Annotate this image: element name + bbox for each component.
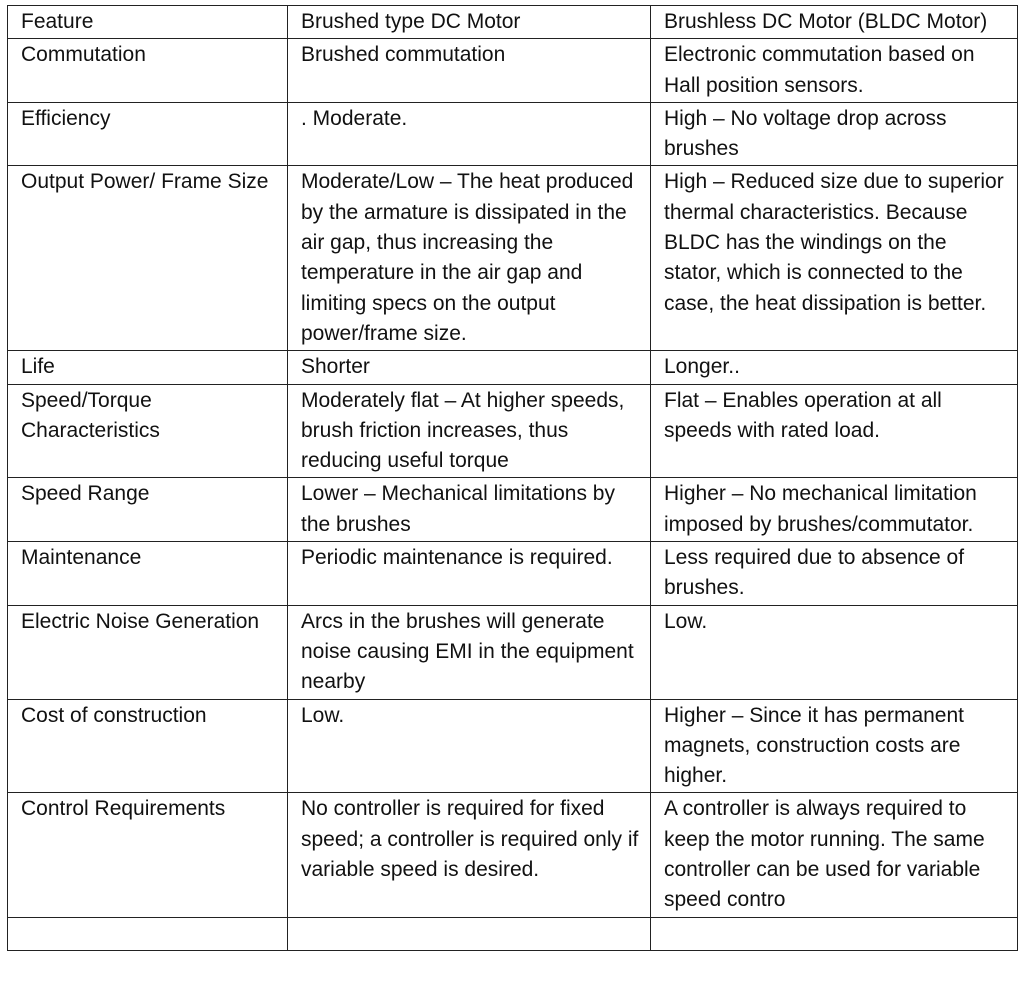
feature-cell: Speed Range [8,478,288,542]
brushed-cell: No controller is required for fixed speed; a controller is required only if variable speed is desired. [288,793,651,917]
empty-cell [288,917,651,950]
feature-cell: Maintenance [8,542,288,606]
empty-cell [651,917,1018,950]
feature-cell: Control Requirements [8,793,288,917]
bldc-cell: Higher – Since it has permanent magnets, construction costs are higher. [651,699,1018,793]
table-row [8,39,1018,103]
brushed-cell: Moderately flat – At higher speeds, brush friction increases, thus reducing useful torque [288,384,651,478]
bldc-cell: High – Reduced size due to superior thermal characteristics. Because BLDC has the windings on the stator, which is connected to the case, the heat dissipation is better. [651,166,1018,351]
bldc-cell: High – No voltage drop across brushes [651,102,1018,166]
brushed-cell: Moderate/Low – The heat produced by the armature is dissipated in the air gap, thus increasing the temperature in the air gap and limiting specs on the output power/frame size. [288,166,651,351]
table-row [8,478,1018,542]
feature-cell: Efficiency [8,102,288,166]
table-row [8,542,1018,606]
brushed-cell: Low. [288,699,651,793]
table-row [8,793,1018,917]
header-bldc: Brushless DC Motor (BLDC Motor) [651,6,1018,39]
header-feature: Feature [8,6,288,39]
table-row [8,699,1018,793]
feature-cell: Speed/Torque Characteristics [8,384,288,478]
feature-cell: Life [8,351,288,384]
bldc-cell: Longer.. [651,351,1018,384]
table-row [8,102,1018,166]
brushed-cell: Periodic maintenance is required. [288,542,651,606]
comparison-table [7,5,1018,951]
table-row [8,384,1018,478]
table-row [8,351,1018,384]
bldc-cell: Less required due to absence of brushes. [651,542,1018,606]
empty-row [8,917,1018,950]
table-row [8,605,1018,699]
brushed-cell: Arcs in the brushes will generate noise causing EMI in the equipment nearby [288,605,651,699]
brushed-cell: Shorter [288,351,651,384]
bldc-cell: Electronic commutation based on Hall position sensors. [651,39,1018,103]
brushed-cell: Lower – Mechanical limitations by the brushes [288,478,651,542]
brushed-cell: Brushed commutation [288,39,651,103]
brushed-cell: . Moderate. [288,102,651,166]
header-row [8,6,1018,39]
bldc-cell: Higher – No mechanical limitation imposed by brushes/commutator. [651,478,1018,542]
empty-cell [8,917,288,950]
feature-cell: Commutation [8,39,288,103]
table-row [8,166,1018,351]
bldc-cell: Flat – Enables operation at all speeds with rated load. [651,384,1018,478]
feature-cell: Output Power/ Frame Size [8,166,288,351]
header-brushed-dc: Brushed type DC Motor [288,6,651,39]
bldc-cell: A controller is always required to keep the motor running. The same controller can be used for variable speed contro [651,793,1018,917]
bldc-cell: Low. [651,605,1018,699]
feature-cell: Electric Noise Generation [8,605,288,699]
feature-cell: Cost of construction [8,699,288,793]
